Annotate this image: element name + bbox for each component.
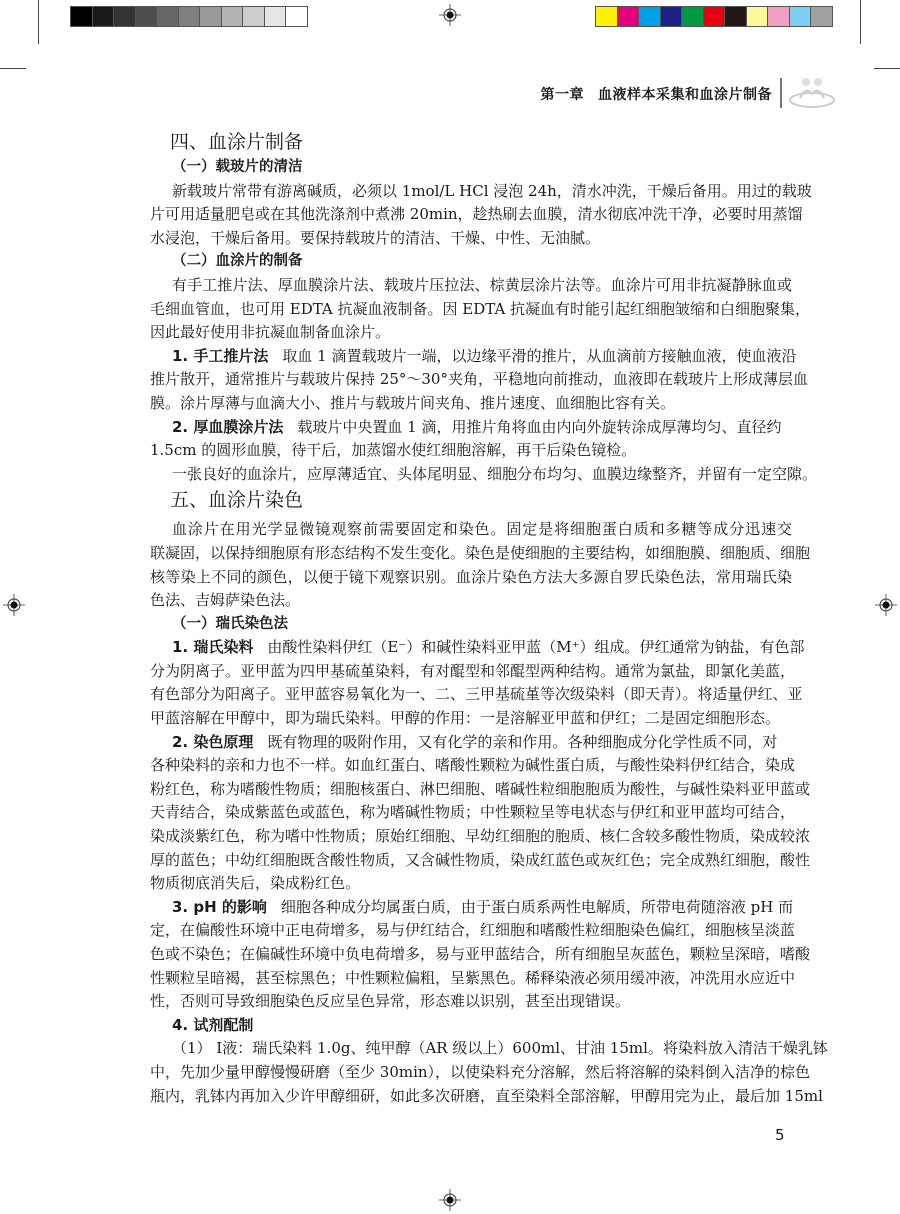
line-text: 有手工推片法、厚血膜涂片法、载玻片压拉法、棕黄层涂片法等。血涂片可用非抗凝静脉血或 <box>172 275 792 294</box>
paragraph <box>150 1037 828 1108</box>
trim-mark <box>38 0 39 44</box>
line-text: 粉红色，称为嗜酸性物质；细胞核蛋白、淋巴细胞、嗜碱性粒细胞胞质为酸性，与碱性染料亚甲蓝或 <box>150 779 811 798</box>
text-line <box>150 345 797 369</box>
chapter-title: 血液样本采集和血涂片制备 <box>598 87 772 103</box>
paragraph-lead: 2. 染色原理 <box>172 732 254 751</box>
trim-mark <box>874 68 900 69</box>
paragraph <box>150 345 808 416</box>
paragraph <box>150 1014 792 1038</box>
registration-mark-icon <box>3 594 25 616</box>
text-line <box>150 1014 792 1038</box>
paragraph-lead: 1. 手工推片法 <box>172 346 269 365</box>
paragraph <box>150 180 812 251</box>
text-line <box>150 203 803 227</box>
text-line <box>150 1037 828 1061</box>
line-text: 取血 1 滴置载玻片一端，以边缘平滑的推片，从血滴前方接触血液，使血液沿 <box>282 346 797 365</box>
line-text: （1） Ⅰ液：瑞氏染料 1.0g、纯甲醇（AR 级以上）600ml、甘油 15ml。将染料放入清洁干燥乳钵 <box>172 1039 828 1058</box>
line-text: 天青结合，染成紫蓝色或蓝色，称为嗜碱性物质；中性颗粒呈等电状态与伊红和亚甲蓝均可结合， <box>150 803 796 822</box>
line-text: 由酸性染料伊红（E⁻）和碱性染料亚甲蓝（M⁺）组成。伊红通常为钠盐，有色部 <box>267 638 805 657</box>
text-line <box>150 463 818 487</box>
line-text: 毛细血管血，也可用 EDTA 抗凝血液制备。因 EDTA 抗凝血有时能引起红细胞皱缩和白细胞聚集， <box>150 299 811 318</box>
color-swatch <box>725 7 747 26</box>
color-swatch <box>811 7 832 26</box>
registration-mark-icon <box>439 4 461 26</box>
color-swatch <box>639 7 661 26</box>
line-text: 膜。涂片厚薄与血滴大小、推片与载玻片间夹角、推片速度、血细胞比容有关。 <box>150 393 676 412</box>
line-text: 厚的蓝色；中幼红细胞既含酸性物质，又含碱性物质，染成红蓝色或灰红色；完全成熟红细胞，酸性 <box>150 850 811 869</box>
trim-mark <box>0 68 26 69</box>
paragraph <box>150 731 811 896</box>
paragraph-lead: 3. pH 的影响 <box>172 897 267 916</box>
line-text: 瓶内，乳钵内再加入少许甲醇细研，如此多次研磨，直至染料全部溶解，甲醇用完为止，最后加 15ml <box>150 1086 823 1105</box>
page-number: 5 <box>775 1126 785 1144</box>
header-divider <box>780 78 782 108</box>
text-line <box>150 825 811 849</box>
running-header <box>541 84 773 104</box>
text-line <box>150 990 792 1014</box>
text-line <box>150 416 792 440</box>
line-text: 色或不染色；在偏碱性环境中负电荷增多，易与亚甲蓝结合，所有细胞呈灰蓝色，颗粒呈深暗，嗜酸 <box>150 945 811 963</box>
color-swatch <box>222 7 244 26</box>
paragraph <box>150 416 792 463</box>
subsection-heading: （一）瑞氏染色法 <box>172 615 288 632</box>
line-text: 性颗粒呈暗褐，甚至棕黑色；中性颗粒偏粗，呈紫黑色。稀释染液必须用缓冲液，冲洗用水应近中 <box>150 968 796 987</box>
subsection-heading: （二）血涂片的制备 <box>172 253 303 270</box>
registration-mark-icon <box>875 594 897 616</box>
line-text: 物质彻底消失后，染成粉红色。 <box>150 874 361 893</box>
text-line <box>150 439 792 463</box>
text-line <box>150 227 792 251</box>
line-text: 中，先加少量甲醇慢慢研磨（至少 30min），以使染料充分溶解，然后将溶解的染料倒入洁净的棕色 <box>150 1062 811 1081</box>
line-text: 色法、吉姆萨染色法。 <box>150 591 301 610</box>
color-swatch <box>136 7 158 26</box>
text-line <box>150 636 805 660</box>
color-calibration-bar <box>595 6 833 27</box>
color-swatch <box>93 7 115 26</box>
paragraph <box>150 636 805 730</box>
text-line <box>150 518 792 542</box>
paragraph <box>150 274 811 345</box>
line-text: 血涂片在用光学显微镜观察前需要固定和染色。固定是将细胞蛋白质和多糖等成分迅速交 <box>172 520 792 539</box>
color-swatch <box>596 7 618 26</box>
text-line <box>150 801 796 825</box>
text-line <box>150 368 808 392</box>
text-line <box>150 321 792 345</box>
color-swatch <box>114 7 136 26</box>
registration-mark-icon <box>439 1189 461 1211</box>
line-text: 定，在偏酸性环境中正电荷增多，易与伊红结合，红细胞和嗜酸性粒细胞染色偏红，细胞核呈淡蓝 <box>150 921 796 940</box>
text-line <box>150 778 811 802</box>
line-text: 1.5cm 的圆形血膜，待干后，加蒸馏水使红细胞溶解，再干后染色镜检。 <box>150 441 637 460</box>
color-swatch <box>618 7 640 26</box>
text-line <box>150 589 792 613</box>
color-swatch <box>704 7 726 26</box>
text-line <box>150 872 792 896</box>
text-line <box>150 1061 811 1085</box>
line-text: 甲蓝溶解在甲醇中，即为瑞氏染料。甲醇的作用：一是溶解亚甲蓝和伊红；二是固定细胞形态。 <box>150 709 781 728</box>
paragraph-lead: 1. 瑞氏染料 <box>172 638 254 657</box>
color-swatch <box>790 7 812 26</box>
page-body <box>150 128 828 1108</box>
section-heading: 五、血涂片染色 <box>170 489 304 512</box>
text-line <box>150 392 792 416</box>
text-line <box>150 919 796 943</box>
line-text: 载玻片中央置血 1 滴，用推片角将血由内向外旋转涂成厚薄均匀、直径约 <box>297 417 782 436</box>
line-text: 各种染料的亲和力也不一样。如血红蛋白、嗜酸性颗粒为碱性蛋白质，与酸性染料伊红结合，染成 <box>150 756 796 775</box>
color-swatch <box>243 7 265 26</box>
color-swatch <box>71 7 93 26</box>
text-line <box>150 754 796 778</box>
line-text: 因此最好使用非抗凝血制备血涂片。 <box>150 323 391 342</box>
line-text: 分为阴离子。亚甲蓝为四甲基硫堇染料，有对醌型和邻醌型两种结构。通常为氯盐，即氯化美蓝， <box>150 661 796 680</box>
color-swatch <box>286 7 307 26</box>
text-line <box>150 566 792 590</box>
line-text: 新载玻片常带有游离碱质，必须以 1mol/L HCl 浸泡 24h，清水冲洗，干燥后备用。用过的载玻 <box>172 181 812 200</box>
line-text: 既有物理的吸附作用，又有化学的亲和作用。各种细胞成分化学性质不同，对 <box>267 732 778 751</box>
paragraph <box>150 518 811 612</box>
color-swatch <box>265 7 287 26</box>
line-text: 有色部分为阳离子。亚甲蓝容易氧化为一、二、三甲基硫堇等次级染料（即天青）。将适量伊红、亚 <box>150 685 803 704</box>
text-line <box>150 943 811 967</box>
text-line <box>150 683 803 707</box>
color-swatch <box>157 7 179 26</box>
text-line <box>150 967 796 991</box>
paragraph-lead: 2. 厚血膜涂片法 <box>172 417 284 436</box>
color-swatch <box>661 7 683 26</box>
line-text: 推片散开，通常推片与载玻片保持 25°～30°夹角，平稳地向前推动，血液即在载玻片上形成薄层血 <box>150 370 808 389</box>
line-text: 水浸泡，干燥后备用。要保持载玻片的清洁、干燥、中性、无油腻。 <box>150 228 601 247</box>
color-swatch <box>682 7 704 26</box>
grayscale-calibration-bar <box>70 6 308 27</box>
color-swatch <box>200 7 222 26</box>
line-text: 核等染上不同的颜色，以便于镜下观察识别。血涂片染色方法大多源自罗氏染色法，常用瑞氏染 <box>150 567 792 586</box>
subsection-heading: （一）载玻片的清洁 <box>172 159 303 175</box>
section-heading: 四、血涂片制备 <box>170 131 304 153</box>
color-swatch <box>747 7 769 26</box>
line-text: 细胞各种成分均属蛋白质，由于蛋白质系两性电解质，所带电荷随溶液 pH 而 <box>280 897 794 916</box>
text-line <box>150 896 792 920</box>
paragraph <box>150 896 811 1014</box>
line-text: 性，否则可导致细胞染色反应呈色异常，形态难以识别，甚至出现错误。 <box>150 992 631 1011</box>
line-text: 联凝固，以保持细胞原有形态结构不发生变化。染色是使细胞的主要结构，如细胞膜、细胞质、细胞 <box>150 543 811 562</box>
line-text: 染成淡紫红色，称为嗜中性物质；原始红细胞、早幼红细胞的胞质、核仁含较多酸性物质，染成较浓 <box>150 827 811 846</box>
paragraph <box>150 463 818 487</box>
text-line <box>150 180 812 204</box>
text-line <box>150 707 792 731</box>
paragraph-lead: 4. 试剂配制 <box>172 1015 254 1034</box>
line-text: 片可用适量肥皂或在其他洗涤剂中煮沸 20min，趁热刷去血膜，清水彻底冲洗干净，必要时用蒸馏 <box>150 205 803 224</box>
text-line <box>150 298 811 322</box>
trim-mark <box>860 0 861 44</box>
chapter-number: 第一章 <box>540 87 584 103</box>
text-line <box>150 731 792 755</box>
color-swatch <box>179 7 201 26</box>
chapter-logo-icon <box>788 72 836 112</box>
color-swatch <box>768 7 790 26</box>
text-line <box>150 274 792 298</box>
line-text: 一张良好的血涂片，应厚薄适宜、头体尾明显、细胞分布均匀、血膜边缘整齐，并留有一定空隙。 <box>172 464 818 483</box>
text-line <box>150 542 811 566</box>
text-line <box>150 660 796 684</box>
text-line <box>150 1085 823 1109</box>
text-line <box>150 849 811 873</box>
